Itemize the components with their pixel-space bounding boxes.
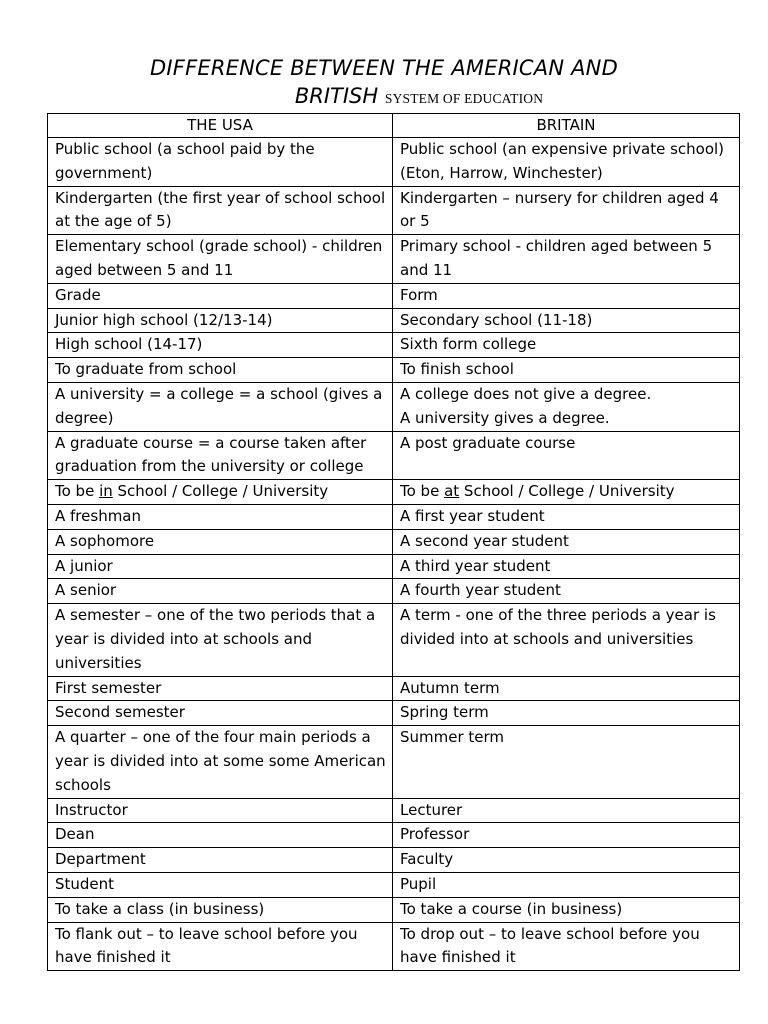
- usa-cell: To flank out – to leave school before you have finished it: [48, 922, 393, 971]
- comparison-table: [47, 113, 740, 971]
- britain-cell: A term - one of the three periods a year is divided into at schools and universities: [393, 604, 740, 676]
- usa-cell: A sophomore: [48, 529, 393, 554]
- usa-cell: To take a class (in business): [48, 897, 393, 922]
- britain-cell: Kindergarten – nursery for children aged 4 or 5: [393, 186, 740, 235]
- britain-cell: To be at School / College / University: [393, 480, 740, 505]
- britain-cell: To drop out – to leave school before you have finished it: [393, 922, 740, 971]
- table-header-row: [48, 114, 740, 138]
- table-row: [48, 701, 740, 726]
- britain-cell: To finish school: [393, 358, 740, 383]
- table-row: [48, 848, 740, 873]
- britain-cell: Primary school - children aged between 5 and 11: [393, 235, 740, 284]
- usa-cell: High school (14-17): [48, 333, 393, 358]
- britain-cell: To take a course (in business): [393, 897, 740, 922]
- title-line-2: [0, 82, 768, 113]
- table-row: [48, 872, 740, 897]
- table-row: [48, 726, 740, 798]
- usa-cell: A senior: [48, 579, 393, 604]
- table-row: [48, 504, 740, 529]
- underlined-word: in: [99, 482, 113, 501]
- title-line-2-main: BRITISH: [294, 84, 379, 108]
- britain-cell: A third year student: [393, 554, 740, 579]
- table-row: [48, 431, 740, 480]
- table-row: [48, 235, 740, 284]
- underlined-word: at: [444, 482, 460, 501]
- table-row: [48, 554, 740, 579]
- britain-cell: Secondary school (11-18): [393, 308, 740, 333]
- column-header-usa: THE USA: [48, 114, 393, 138]
- usa-cell: A graduate course = a course taken after graduation from the university or college: [48, 431, 393, 480]
- usa-cell: Student: [48, 872, 393, 897]
- table-row: [48, 823, 740, 848]
- britain-cell: A second year student: [393, 529, 740, 554]
- title-line-1: DIFFERENCE BETWEEN THE AMERICAN AND: [150, 56, 618, 80]
- table-row: [48, 579, 740, 604]
- usa-cell: To be in School / College / University: [48, 480, 393, 505]
- usa-cell: Second semester: [48, 701, 393, 726]
- table-row: [48, 186, 740, 235]
- table-row: [48, 922, 740, 971]
- britain-cell: Pupil: [393, 872, 740, 897]
- britain-cell: Professor: [393, 823, 740, 848]
- table-row: [48, 897, 740, 922]
- table-row: [48, 358, 740, 383]
- table-row: [48, 138, 740, 187]
- britain-cell: A fourth year student: [393, 579, 740, 604]
- usa-cell: Dean: [48, 823, 393, 848]
- usa-cell: First semester: [48, 676, 393, 701]
- usa-cell: To graduate from school: [48, 358, 393, 383]
- column-header-britain: BRITAIN: [393, 114, 740, 138]
- table-row: [48, 529, 740, 554]
- table-row: [48, 333, 740, 358]
- britain-cell: Spring term: [393, 701, 740, 726]
- usa-cell: A quarter – one of the four main periods a year is divided into at some some American schools: [48, 726, 393, 798]
- usa-cell: Public school (a school paid by the government): [48, 138, 393, 187]
- usa-cell: Junior high school (12/13-14): [48, 308, 393, 333]
- usa-cell: Department: [48, 848, 393, 873]
- usa-cell: Kindergarten (the first year of school school at the age of 5): [48, 186, 393, 235]
- document-title: [0, 53, 768, 113]
- britain-cell: Summer term: [393, 726, 740, 798]
- table-row: [48, 798, 740, 823]
- usa-cell: Instructor: [48, 798, 393, 823]
- table-row: [48, 676, 740, 701]
- britain-cell: Autumn term: [393, 676, 740, 701]
- britain-cell: Faculty: [393, 848, 740, 873]
- table-row: [48, 283, 740, 308]
- britain-cell: A post graduate course: [393, 431, 740, 480]
- usa-cell: A semester – one of the two periods that a year is divided into at schools and universities: [48, 604, 393, 676]
- usa-cell: Grade: [48, 283, 393, 308]
- britain-cell: Lecturer: [393, 798, 740, 823]
- usa-cell: A freshman: [48, 504, 393, 529]
- britain-cell: Public school (an expensive private school) (Eton, Harrow, Winchester): [393, 138, 740, 187]
- britain-cell: Form: [393, 283, 740, 308]
- usa-cell: A junior: [48, 554, 393, 579]
- usa-cell: Elementary school (grade school) - children aged between 5 and 11: [48, 235, 393, 284]
- title-line-2-tail: SYSTEM OF EDUCATION: [384, 91, 544, 106]
- table-row: [48, 382, 740, 431]
- table-row: [48, 308, 740, 333]
- britain-cell: Sixth form college: [393, 333, 740, 358]
- usa-cell: A university = a college = a school (gives a degree): [48, 382, 393, 431]
- table-row: [48, 480, 740, 505]
- britain-cell: A college does not give a degree. A university gives a degree.: [393, 382, 740, 431]
- britain-cell: A first year student: [393, 504, 740, 529]
- table-row: [48, 604, 740, 676]
- table-body: [48, 138, 740, 971]
